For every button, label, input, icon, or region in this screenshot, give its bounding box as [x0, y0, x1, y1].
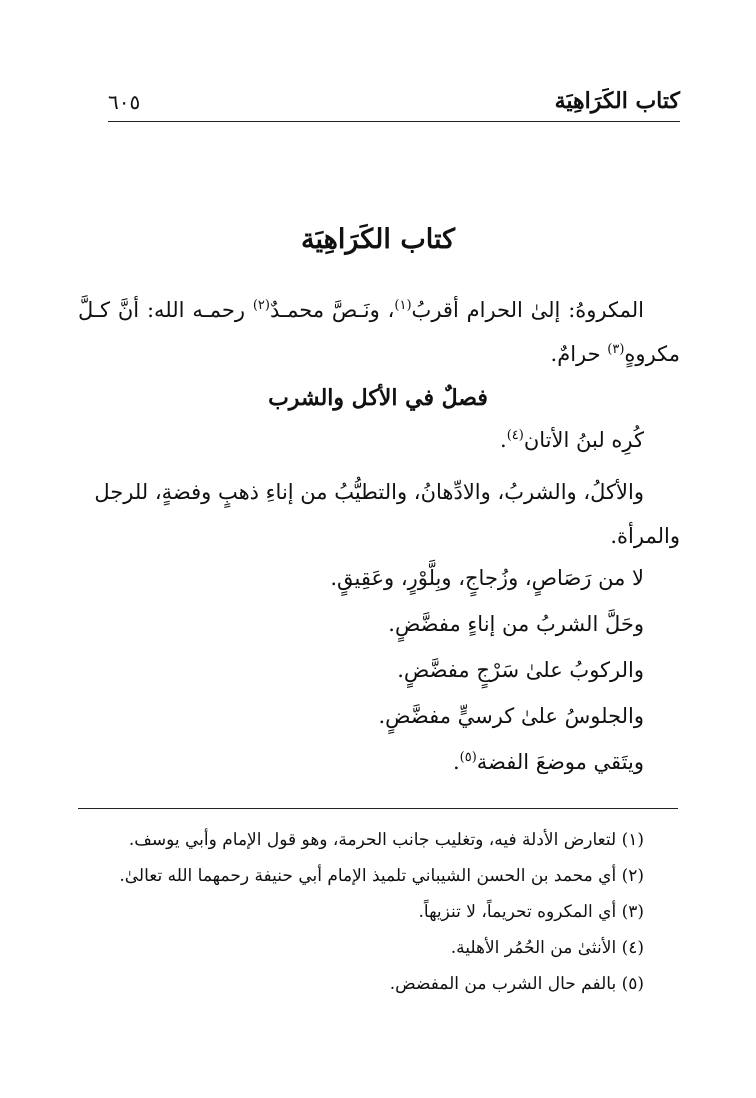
- intro-part-3: رحمـه الله: أنَّ كـلَّ مكروهٍ: [78, 298, 680, 366]
- text-line-5: [397, 652, 644, 688]
- intro-part-4: حرامٌ.: [550, 342, 608, 366]
- book-title: كتاب الكَرَاهِيَة: [301, 224, 455, 255]
- line-tail: .: [452, 750, 460, 774]
- footnote-ref-5: (٥): [459, 750, 477, 765]
- text-paragraph-2: [78, 470, 680, 558]
- footnote-5: (٥) بالفم حال الشرب من المفضض.: [389, 974, 644, 994]
- footnote-ref-2: (٢): [252, 298, 270, 313]
- header-rule: [108, 121, 680, 122]
- line-text: والجلوسُ علىٰ كرسيٍّ مفضَّضٍ.: [378, 704, 644, 728]
- footnote-rule: [78, 808, 678, 809]
- intro-paragraph: [78, 288, 680, 376]
- footnote-ref-3: (٣): [607, 342, 625, 357]
- footnotes: [78, 822, 644, 1002]
- footnote-3: (٣) أي المكروه تحريماً، لا تنزيهاً.: [418, 902, 644, 922]
- line-tail: .: [500, 428, 507, 452]
- text-line-3: [330, 560, 644, 596]
- text-line-6: [378, 698, 644, 734]
- line-text: كُرِه لبنُ الأتان: [523, 428, 644, 452]
- footnote-ref-1: (١): [394, 298, 412, 313]
- text-line-4: [388, 606, 644, 642]
- line-text: ويتَقي موضعَ الفضة: [476, 750, 644, 774]
- line-text: والأكلُ، والشربُ، والادِّهانُ، والتطيُّبُ من إناءِ ذهبٍ وفضةٍ، للرجل والمرأة.: [94, 480, 680, 548]
- line-text: والركوبُ علىٰ سَرْجٍ مفضَّضٍ.: [397, 658, 644, 682]
- footnote-4: (٤) الأنثىٰ من الحُمُر الأهلية.: [450, 938, 644, 958]
- line-text: لا من رَصَاصٍ، وزُجاجٍ، وبِلَّوْرٍ، وعَقِيقٍ.: [330, 566, 644, 590]
- footnote-ref-4: (٤): [506, 428, 524, 443]
- text-line-7: [453, 744, 644, 780]
- line-text: وحَلَّ الشربُ من إناءٍ مفضَّضٍ.: [388, 612, 644, 636]
- intro-part-2: ، ونَـصَّ محمـدٌ: [269, 298, 395, 322]
- section-heading: فصلٌ في الأكل والشرب: [268, 385, 488, 411]
- page-number: ٦٠٥: [108, 90, 141, 114]
- footnote-2: (٢) أي محمد بن الحسن الشيباني تلميذ الإمام أبي حنيفة رحمهما الله تعالىٰ.: [119, 866, 644, 886]
- intro-part-1: المكروهُ: إلىٰ الحرام أقربُ: [411, 298, 644, 322]
- running-title: كتاب الكَرَاهِيَة: [554, 88, 680, 114]
- text-line-1: [500, 422, 644, 458]
- footnote-1: (١) لتعارض الأدلة فيه، وتغليب جانب الحرمة، وهو قول الإمام وأبي يوسف.: [128, 830, 644, 850]
